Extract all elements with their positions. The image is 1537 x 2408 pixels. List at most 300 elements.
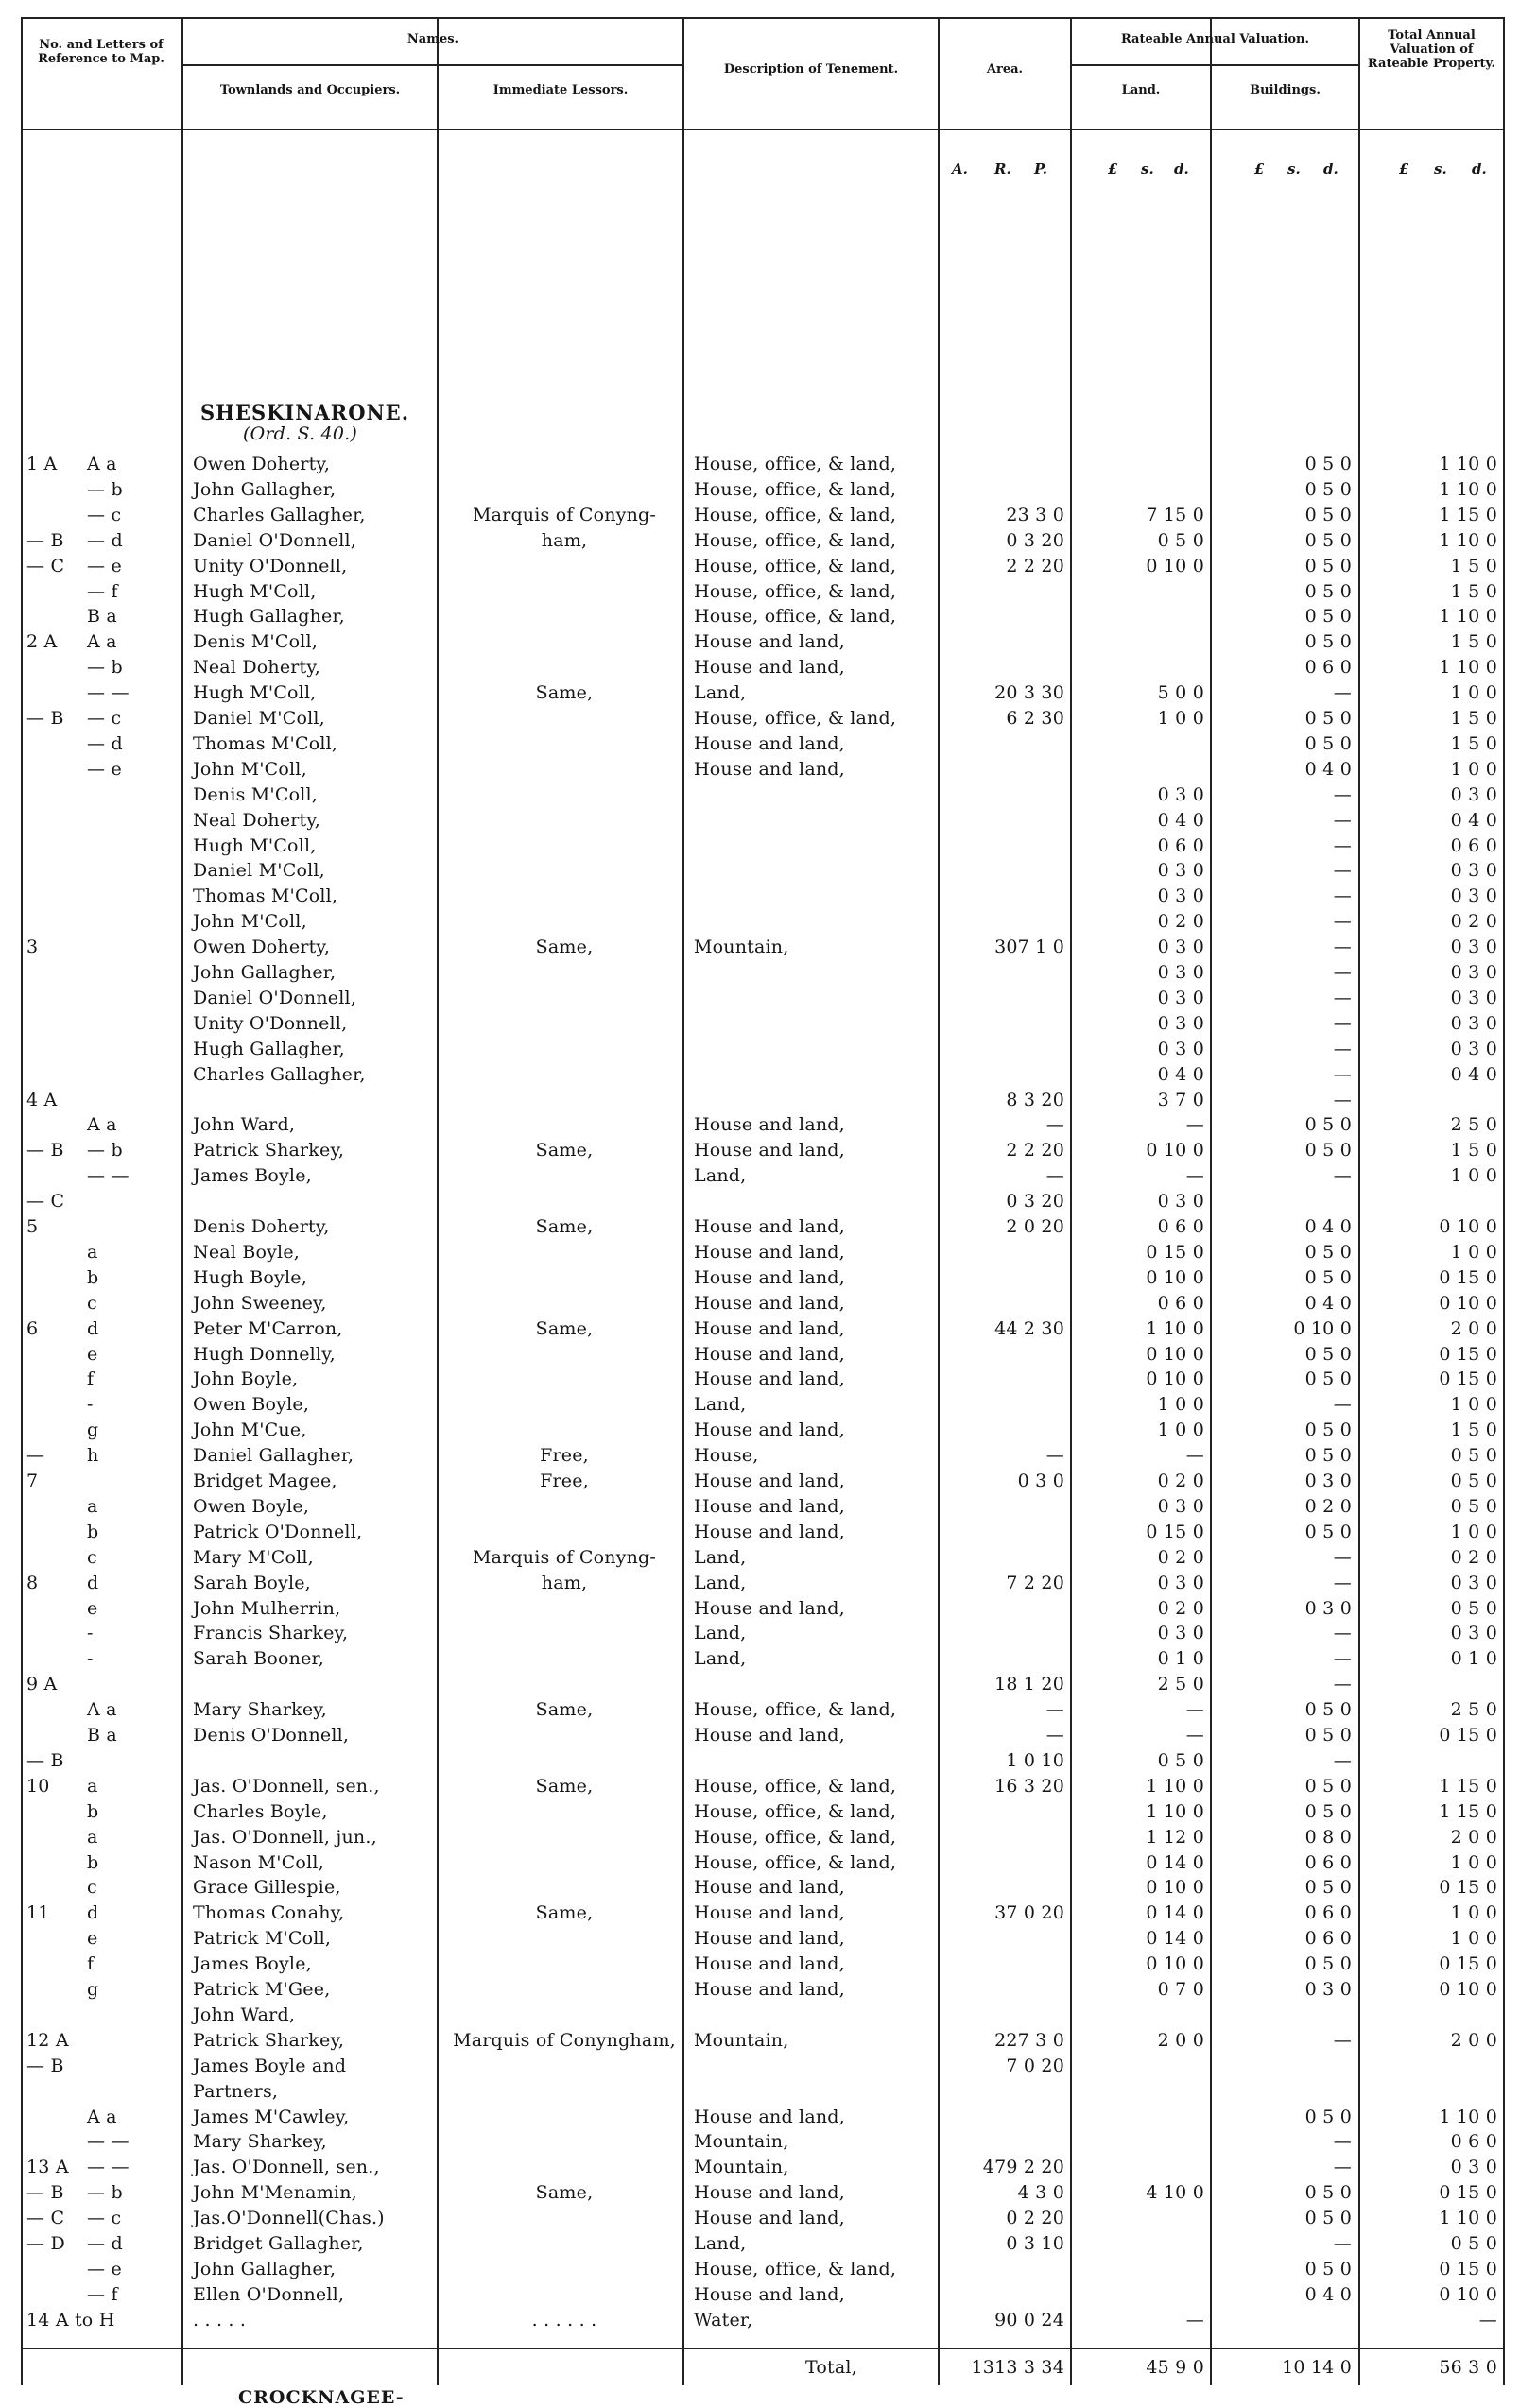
buildings-value: 0 6 0: [1304, 1902, 1352, 1924]
buildings-value: 0 4 0: [1304, 2283, 1352, 2305]
header-rateable: Rateable Annual Valuation.: [1120, 32, 1310, 46]
occupier: John M'Menamin,: [193, 2182, 357, 2204]
townland-ord: (Ord. S. 40.): [243, 423, 357, 444]
land-value: 0 3 0: [1157, 1012, 1204, 1034]
area: 7 0 20: [1006, 2055, 1064, 2076]
land-value: —: [1185, 2309, 1204, 2331]
ref-letter: A a: [87, 631, 117, 653]
area: 0 3 10: [1006, 2233, 1064, 2254]
total-value: 1 5 0: [1450, 555, 1497, 576]
ref-number: 6: [26, 1317, 39, 1339]
occupier: Unity O'Donnell,: [193, 555, 348, 576]
land-value: 0 10 0: [1146, 1343, 1204, 1365]
land-value: 0 2 0: [1157, 1597, 1204, 1619]
next-townland-heading: CROCKNAGEE-: [238, 2387, 405, 2408]
description: House, office, & land,: [694, 1851, 897, 1873]
occupier: Hugh Gallagher,: [193, 606, 345, 628]
ref-letter: d: [87, 1902, 99, 1924]
description: House and land,: [694, 2283, 845, 2305]
ref-number: 7: [26, 1471, 39, 1491]
ref-letter: — d: [87, 529, 123, 551]
ref-letter: — —: [87, 1165, 130, 1187]
total-value: 1 0 0: [1450, 1241, 1497, 1263]
unit-land-s: s.: [1141, 161, 1154, 178]
ref-number: 5: [26, 1216, 39, 1237]
description: House and land,: [694, 1979, 845, 2000]
occupier: Hugh M'Coll,: [193, 580, 317, 602]
total-value: 0 10 0: [1439, 1979, 1497, 2000]
occupier: Jas.O'Donnell(Chas.): [193, 2208, 385, 2229]
buildings-value: 0 4 0: [1304, 1292, 1352, 1314]
ref-number: 3: [26, 937, 39, 958]
occupier: Neal Doherty,: [193, 809, 321, 831]
total-value: 0 15 0: [1439, 1953, 1497, 1975]
lessor: Same,: [535, 1775, 594, 1797]
total-value: 1 10 0: [1439, 606, 1497, 628]
land-value: —: [1185, 1445, 1204, 1467]
rule-lessor: [682, 17, 684, 2385]
occupier: Partners,: [193, 2080, 279, 2102]
land-value: 1 10 0: [1146, 1800, 1204, 1822]
area: —: [1045, 1165, 1064, 1187]
rule-area: [1070, 17, 1072, 2385]
area: 6 2 30: [1006, 708, 1064, 729]
buildings-value: 0 5 0: [1304, 732, 1352, 754]
buildings-value: 0 5 0: [1304, 1800, 1352, 1822]
total-value: 0 3 0: [1450, 987, 1497, 1008]
buildings-value: 0 5 0: [1304, 2182, 1352, 2204]
buildings-value: —: [1333, 2029, 1352, 2051]
rule-occupier: [437, 17, 439, 2385]
ref-letter: — b: [87, 1140, 123, 1161]
description: Mountain,: [694, 2157, 789, 2178]
buildings-value: —: [1333, 1038, 1352, 1059]
table-top-rule: [21, 17, 1505, 19]
occupier: Hugh M'Coll,: [193, 682, 317, 704]
buildings-value: 0 5 0: [1304, 529, 1352, 551]
buildings-value: 0 5 0: [1304, 1140, 1352, 1161]
total-value: 0 15 0: [1439, 1266, 1497, 1288]
buildings-value: 0 6 0: [1304, 1851, 1352, 1873]
ref-letter: — f: [87, 2283, 118, 2305]
buildings-value: —: [1333, 809, 1352, 831]
total-value: 0 3 0: [1450, 860, 1497, 882]
occupier: Owen Boyle,: [193, 1394, 310, 1416]
description: House and land,: [694, 631, 845, 653]
unit-total-pound: £: [1399, 161, 1409, 178]
total-value: 1 15 0: [1439, 504, 1497, 525]
buildings-value: —: [1333, 1674, 1352, 1695]
description: House and land,: [694, 1140, 845, 1161]
unit-a: A.: [952, 161, 968, 178]
total-value: 1 5 0: [1450, 1140, 1497, 1161]
ref-letter: — b: [87, 657, 123, 679]
ref-letter: b: [87, 1800, 99, 1822]
buildings-value: 0 5 0: [1304, 1775, 1352, 1797]
description: House and land,: [694, 1343, 845, 1365]
buildings-value: 0 5 0: [1304, 504, 1352, 525]
land-value: 2 5 0: [1157, 1674, 1204, 1695]
ref-number: 11: [26, 1902, 50, 1924]
ref-number: 9 A: [26, 1674, 58, 1695]
occupier: Hugh Donnelly,: [193, 1343, 336, 1365]
total-value: 1 0 0: [1450, 1165, 1497, 1187]
occupier: Daniel O'Donnell,: [193, 987, 357, 1008]
ref-letter: — d: [87, 2233, 123, 2254]
unit-bldg-s: s.: [1287, 161, 1301, 178]
description: House, office, & land,: [694, 1775, 897, 1797]
ref-letter: c: [87, 1292, 97, 1314]
occupier: Charles Gallagher,: [193, 504, 366, 525]
buildings-value: —: [1333, 2157, 1352, 2178]
occupier: John Ward,: [193, 2004, 296, 2025]
total-value: 1 5 0: [1450, 1419, 1497, 1441]
description: House and land,: [694, 1953, 845, 1975]
description: Mountain,: [694, 2131, 789, 2153]
occupier: Thomas M'Coll,: [193, 732, 338, 754]
ref-number: — B: [26, 2055, 64, 2076]
total-value: 2 5 0: [1450, 1699, 1497, 1721]
rateable-sub-rule: [1070, 64, 1358, 66]
description: Mountain,: [694, 937, 789, 958]
total-value: 0 2 0: [1450, 911, 1497, 933]
ref-letter: g: [87, 1979, 99, 2000]
total-top-rule: [21, 2348, 1505, 2349]
ref-letter: — c: [87, 708, 122, 729]
buildings-value: 0 5 0: [1304, 478, 1352, 500]
buildings-value: —: [1333, 860, 1352, 882]
area: —: [1045, 1114, 1064, 1136]
total-value: 0 5 0: [1450, 1495, 1497, 1517]
ref-number: — B: [26, 2182, 64, 2204]
occupier: John M'Cue,: [193, 1419, 307, 1441]
land-value: 1 10 0: [1146, 1775, 1204, 1797]
lessor: . . . . . .: [531, 2309, 597, 2331]
area: 0 3 0: [1017, 1471, 1064, 1491]
land-value: 0 4 0: [1157, 1063, 1204, 1085]
description: Land,: [694, 1623, 747, 1644]
total-value: 0 15 0: [1439, 1877, 1497, 1899]
total-value: 1 10 0: [1439, 657, 1497, 679]
ref-letter: — f: [87, 580, 118, 602]
ref-letter: A a: [87, 1699, 117, 1721]
ref-letter: c: [87, 1877, 97, 1899]
occupier: Owen Boyle,: [193, 1495, 310, 1517]
lessor: Same,: [535, 1902, 594, 1924]
total-value: 1 15 0: [1439, 1800, 1497, 1822]
buildings-value: —: [1333, 937, 1352, 958]
land-value: 1 0 0: [1157, 1419, 1204, 1441]
buildings-value: —: [1333, 1012, 1352, 1034]
ref-number: 14 A to H: [26, 2309, 115, 2331]
area: 18 1 20: [994, 1674, 1064, 1695]
description: House and land,: [694, 1928, 845, 1950]
unit-r: R.: [994, 161, 1011, 178]
header-land: Land.: [1121, 83, 1161, 97]
ref-letter: g: [87, 1419, 99, 1441]
occupier: Sarah Booner,: [193, 1648, 324, 1670]
occupier: John Boyle,: [193, 1368, 299, 1390]
lessor: Same,: [535, 937, 594, 958]
total-value: 0 3 0: [1450, 886, 1497, 907]
total-value: 1 10 0: [1439, 529, 1497, 551]
occupier: Hugh M'Coll,: [193, 834, 317, 856]
total-value: 1 10 0: [1439, 2208, 1497, 2229]
ref-number: — B: [26, 1749, 64, 1771]
total-value: 0 10 0: [1439, 2283, 1497, 2305]
occupier: Thomas M'Coll,: [193, 886, 338, 907]
total-valuation: 56 3 0: [1439, 2357, 1497, 2378]
description: Land,: [694, 1394, 747, 1416]
description: House, office, & land,: [694, 555, 897, 576]
buildings-value: 0 5 0: [1304, 2106, 1352, 2127]
land-value: 0 1 0: [1157, 1648, 1204, 1670]
description: House and land,: [694, 657, 845, 679]
occupier: John Gallagher,: [193, 962, 337, 983]
description: House, office, & land,: [694, 1699, 897, 1721]
total-value: 0 3 0: [1450, 962, 1497, 983]
unit-bldg-d: d.: [1323, 161, 1338, 178]
occupier: James M'Cawley,: [193, 2106, 350, 2127]
description: House and land,: [694, 758, 845, 780]
description: Land,: [694, 2233, 747, 2254]
land-value: 0 3 0: [1157, 860, 1204, 882]
total-value: 0 2 0: [1450, 1546, 1497, 1568]
buildings-value: 0 5 0: [1304, 1241, 1352, 1263]
total-label: Total,: [805, 2357, 857, 2378]
buildings-value: 0 5 0: [1304, 1368, 1352, 1390]
occupier: Sarah Boyle,: [193, 1572, 311, 1593]
occupier: Mary M'Coll,: [193, 1546, 314, 1568]
land-value: 1 0 0: [1157, 1394, 1204, 1416]
area: 8 3 20: [1006, 1089, 1064, 1110]
header-lessors: Immediate Lessors.: [492, 83, 629, 97]
area: 2 2 20: [1006, 1140, 1064, 1161]
description: House, office, & land,: [694, 504, 897, 525]
land-value: 1 12 0: [1146, 1826, 1204, 1848]
occupier: Daniel Gallagher,: [193, 1445, 354, 1467]
occupier: James Boyle and: [193, 2055, 347, 2076]
occupier: Patrick M'Gee,: [193, 1979, 331, 2000]
ref-letter: A a: [87, 1114, 117, 1136]
lessor: Same,: [535, 682, 594, 704]
total-value: 0 15 0: [1439, 1343, 1497, 1365]
area: 1 0 10: [1006, 1749, 1064, 1771]
lessor: Free,: [540, 1445, 589, 1467]
description: House and land,: [694, 1266, 845, 1288]
ref-letter: — c: [87, 2208, 122, 2229]
total-value: 1 0 0: [1450, 1928, 1497, 1950]
rule-bldg: [1358, 17, 1360, 2385]
total-value: 1 15 0: [1439, 1775, 1497, 1797]
buildings-value: —: [1333, 911, 1352, 933]
land-value: —: [1185, 1725, 1204, 1746]
occupier: John Ward,: [193, 1114, 296, 1136]
area: 0 2 20: [1006, 2208, 1064, 2229]
unit-land-pound: £: [1108, 161, 1118, 178]
buildings-value: 0 5 0: [1304, 1266, 1352, 1288]
description: House and land,: [694, 1902, 845, 1924]
ref-number: 13 A: [26, 2157, 69, 2178]
land-value: 0 3 0: [1157, 1495, 1204, 1517]
area: 479 2 20: [982, 2157, 1064, 2178]
ref-number: —: [26, 1445, 45, 1467]
description: House, office, & land,: [694, 1800, 897, 1822]
land-value: 0 3 0: [1157, 1623, 1204, 1644]
land-value: 0 6 0: [1157, 1216, 1204, 1237]
buildings-value: —: [1333, 783, 1352, 805]
occupier: John Gallagher,: [193, 478, 337, 500]
rule-left: [21, 17, 23, 2385]
total-value: 0 5 0: [1450, 1597, 1497, 1619]
ref-letter: e: [87, 1343, 98, 1365]
land-value: 0 10 0: [1146, 1953, 1204, 1975]
ref-letter: — b: [87, 2182, 123, 2204]
land-value: 0 10 0: [1146, 1877, 1204, 1899]
occupier: John Mulherrin,: [193, 1597, 341, 1619]
description: House and land,: [694, 1521, 845, 1542]
occupier: John M'Coll,: [193, 758, 307, 780]
ref-letter: A a: [87, 454, 117, 474]
buildings-value: 0 5 0: [1304, 1725, 1352, 1746]
total-value: 1 0 0: [1450, 1521, 1497, 1542]
description: House and land,: [694, 1725, 845, 1746]
land-value: 0 6 0: [1157, 1292, 1204, 1314]
occupier: James Boyle,: [193, 1953, 312, 1975]
lessor: Same,: [535, 1216, 594, 1237]
area: —: [1045, 1725, 1064, 1746]
land-value: 0 2 0: [1157, 911, 1204, 933]
total-value: 2 0 0: [1450, 2029, 1497, 2051]
land-value: 0 14 0: [1146, 1851, 1204, 1873]
total-value: 0 15 0: [1439, 2258, 1497, 2279]
ref-number: — C: [26, 2208, 65, 2229]
land-value: 0 15 0: [1146, 1241, 1204, 1263]
occupier: Peter M'Carron,: [193, 1317, 343, 1339]
description: House and land,: [694, 732, 845, 754]
buildings-value: —: [1333, 834, 1352, 856]
occupier: Mary Sharkey,: [193, 1699, 327, 1721]
land-value: —: [1185, 1165, 1204, 1187]
description: House, office, & land,: [694, 2258, 897, 2279]
ref-letter: — c: [87, 504, 122, 525]
land-value: 4 10 0: [1146, 2182, 1204, 2204]
total-value: 0 15 0: [1439, 1368, 1497, 1390]
land-value: 0 4 0: [1157, 809, 1204, 831]
occupier: Charles Gallagher,: [193, 1063, 366, 1085]
buildings-value: 0 5 0: [1304, 1114, 1352, 1136]
buildings-value: 0 5 0: [1304, 2208, 1352, 2229]
buildings-value: 0 4 0: [1304, 758, 1352, 780]
buildings-value: 0 5 0: [1304, 1699, 1352, 1721]
land-value: 0 10 0: [1146, 555, 1204, 576]
land-value: 0 6 0: [1157, 834, 1204, 856]
description: House and land,: [694, 1216, 845, 1237]
total-value: 0 4 0: [1450, 809, 1497, 831]
description: House and land,: [694, 1877, 845, 1899]
description: House and land,: [694, 1495, 845, 1517]
buildings-value: 0 5 0: [1304, 1953, 1352, 1975]
buildings-value: 0 5 0: [1304, 1877, 1352, 1899]
total-value: 0 10 0: [1439, 1216, 1497, 1237]
ref-letter: -: [87, 1623, 94, 1644]
land-value: 0 14 0: [1146, 1902, 1204, 1924]
description: House and land,: [694, 2182, 845, 2204]
buildings-value: —: [1333, 1063, 1352, 1085]
area: 20 3 30: [994, 682, 1064, 704]
buildings-value: 0 5 0: [1304, 1343, 1352, 1365]
total-value: 0 3 0: [1450, 2157, 1497, 2178]
description: House and land,: [694, 1471, 845, 1491]
header-description: Description of Tenement.: [723, 62, 899, 77]
buildings-value: 0 3 0: [1304, 1597, 1352, 1619]
ref-letter: a: [87, 1241, 98, 1263]
occupier: Jas. O'Donnell, sen.,: [193, 1775, 380, 1797]
land-value: 3 7 0: [1157, 1089, 1204, 1110]
total-value: 2 0 0: [1450, 1826, 1497, 1848]
description: House and land,: [694, 2208, 845, 2229]
ref-letter: — —: [87, 682, 130, 704]
total-value: 1 0 0: [1450, 1902, 1497, 1924]
total-value: 0 10 0: [1439, 1292, 1497, 1314]
land-value: 0 10 0: [1146, 1368, 1204, 1390]
occupier: Francis Sharkey,: [193, 1623, 349, 1644]
lessor: Free,: [540, 1471, 589, 1491]
rule-land: [1210, 17, 1212, 2385]
occupier: Bridget Magee,: [193, 1471, 337, 1491]
ref-letter: — b: [87, 478, 123, 500]
buildings-value: 0 5 0: [1304, 555, 1352, 576]
total-value: 0 3 0: [1450, 1572, 1497, 1593]
header-bottom-rule: [21, 129, 1505, 130]
description: House, office, & land,: [694, 606, 897, 628]
total-value: 1 5 0: [1450, 631, 1497, 653]
occupier: Daniel M'Coll,: [193, 708, 325, 729]
total-value: 2 0 0: [1450, 1317, 1497, 1339]
total-value: 0 5 0: [1450, 2233, 1497, 2254]
total-land: 45 9 0: [1146, 2357, 1204, 2378]
lessor: Same,: [535, 1140, 594, 1161]
occupier: James Boyle,: [193, 1165, 312, 1187]
occupier: Unity O'Donnell,: [193, 1012, 348, 1034]
ref-letter: d: [87, 1572, 99, 1593]
ref-letter: e: [87, 1928, 98, 1950]
buildings-value: —: [1333, 2131, 1352, 2153]
occupier: Neal Doherty,: [193, 657, 321, 679]
occupier: Ellen O'Donnell,: [193, 2283, 345, 2305]
total-value: 1 0 0: [1450, 1394, 1497, 1416]
buildings-value: —: [1333, 1165, 1352, 1187]
total-value: 1 0 0: [1450, 1851, 1497, 1873]
ref-number: — B: [26, 708, 64, 729]
area: 2 2 20: [1006, 555, 1064, 576]
area: 7 2 20: [1006, 1572, 1064, 1593]
ref-letter: b: [87, 1521, 99, 1542]
occupier: Bridget Gallagher,: [193, 2233, 364, 2254]
rule-right: [1503, 17, 1505, 2385]
buildings-value: —: [1333, 1623, 1352, 1644]
buildings-value: —: [1333, 682, 1352, 704]
description: Land,: [694, 1165, 747, 1187]
total-buildings: 10 14 0: [1282, 2357, 1352, 2378]
ref-letter: B a: [87, 606, 117, 628]
occupier: Neal Boyle,: [193, 1241, 301, 1263]
ref-number: — C: [26, 555, 65, 576]
total-value: 0 3 0: [1450, 1012, 1497, 1034]
land-value: 0 3 0: [1157, 1572, 1204, 1593]
description: House, office, & land,: [694, 1826, 897, 1848]
land-value: 0 3 0: [1157, 886, 1204, 907]
